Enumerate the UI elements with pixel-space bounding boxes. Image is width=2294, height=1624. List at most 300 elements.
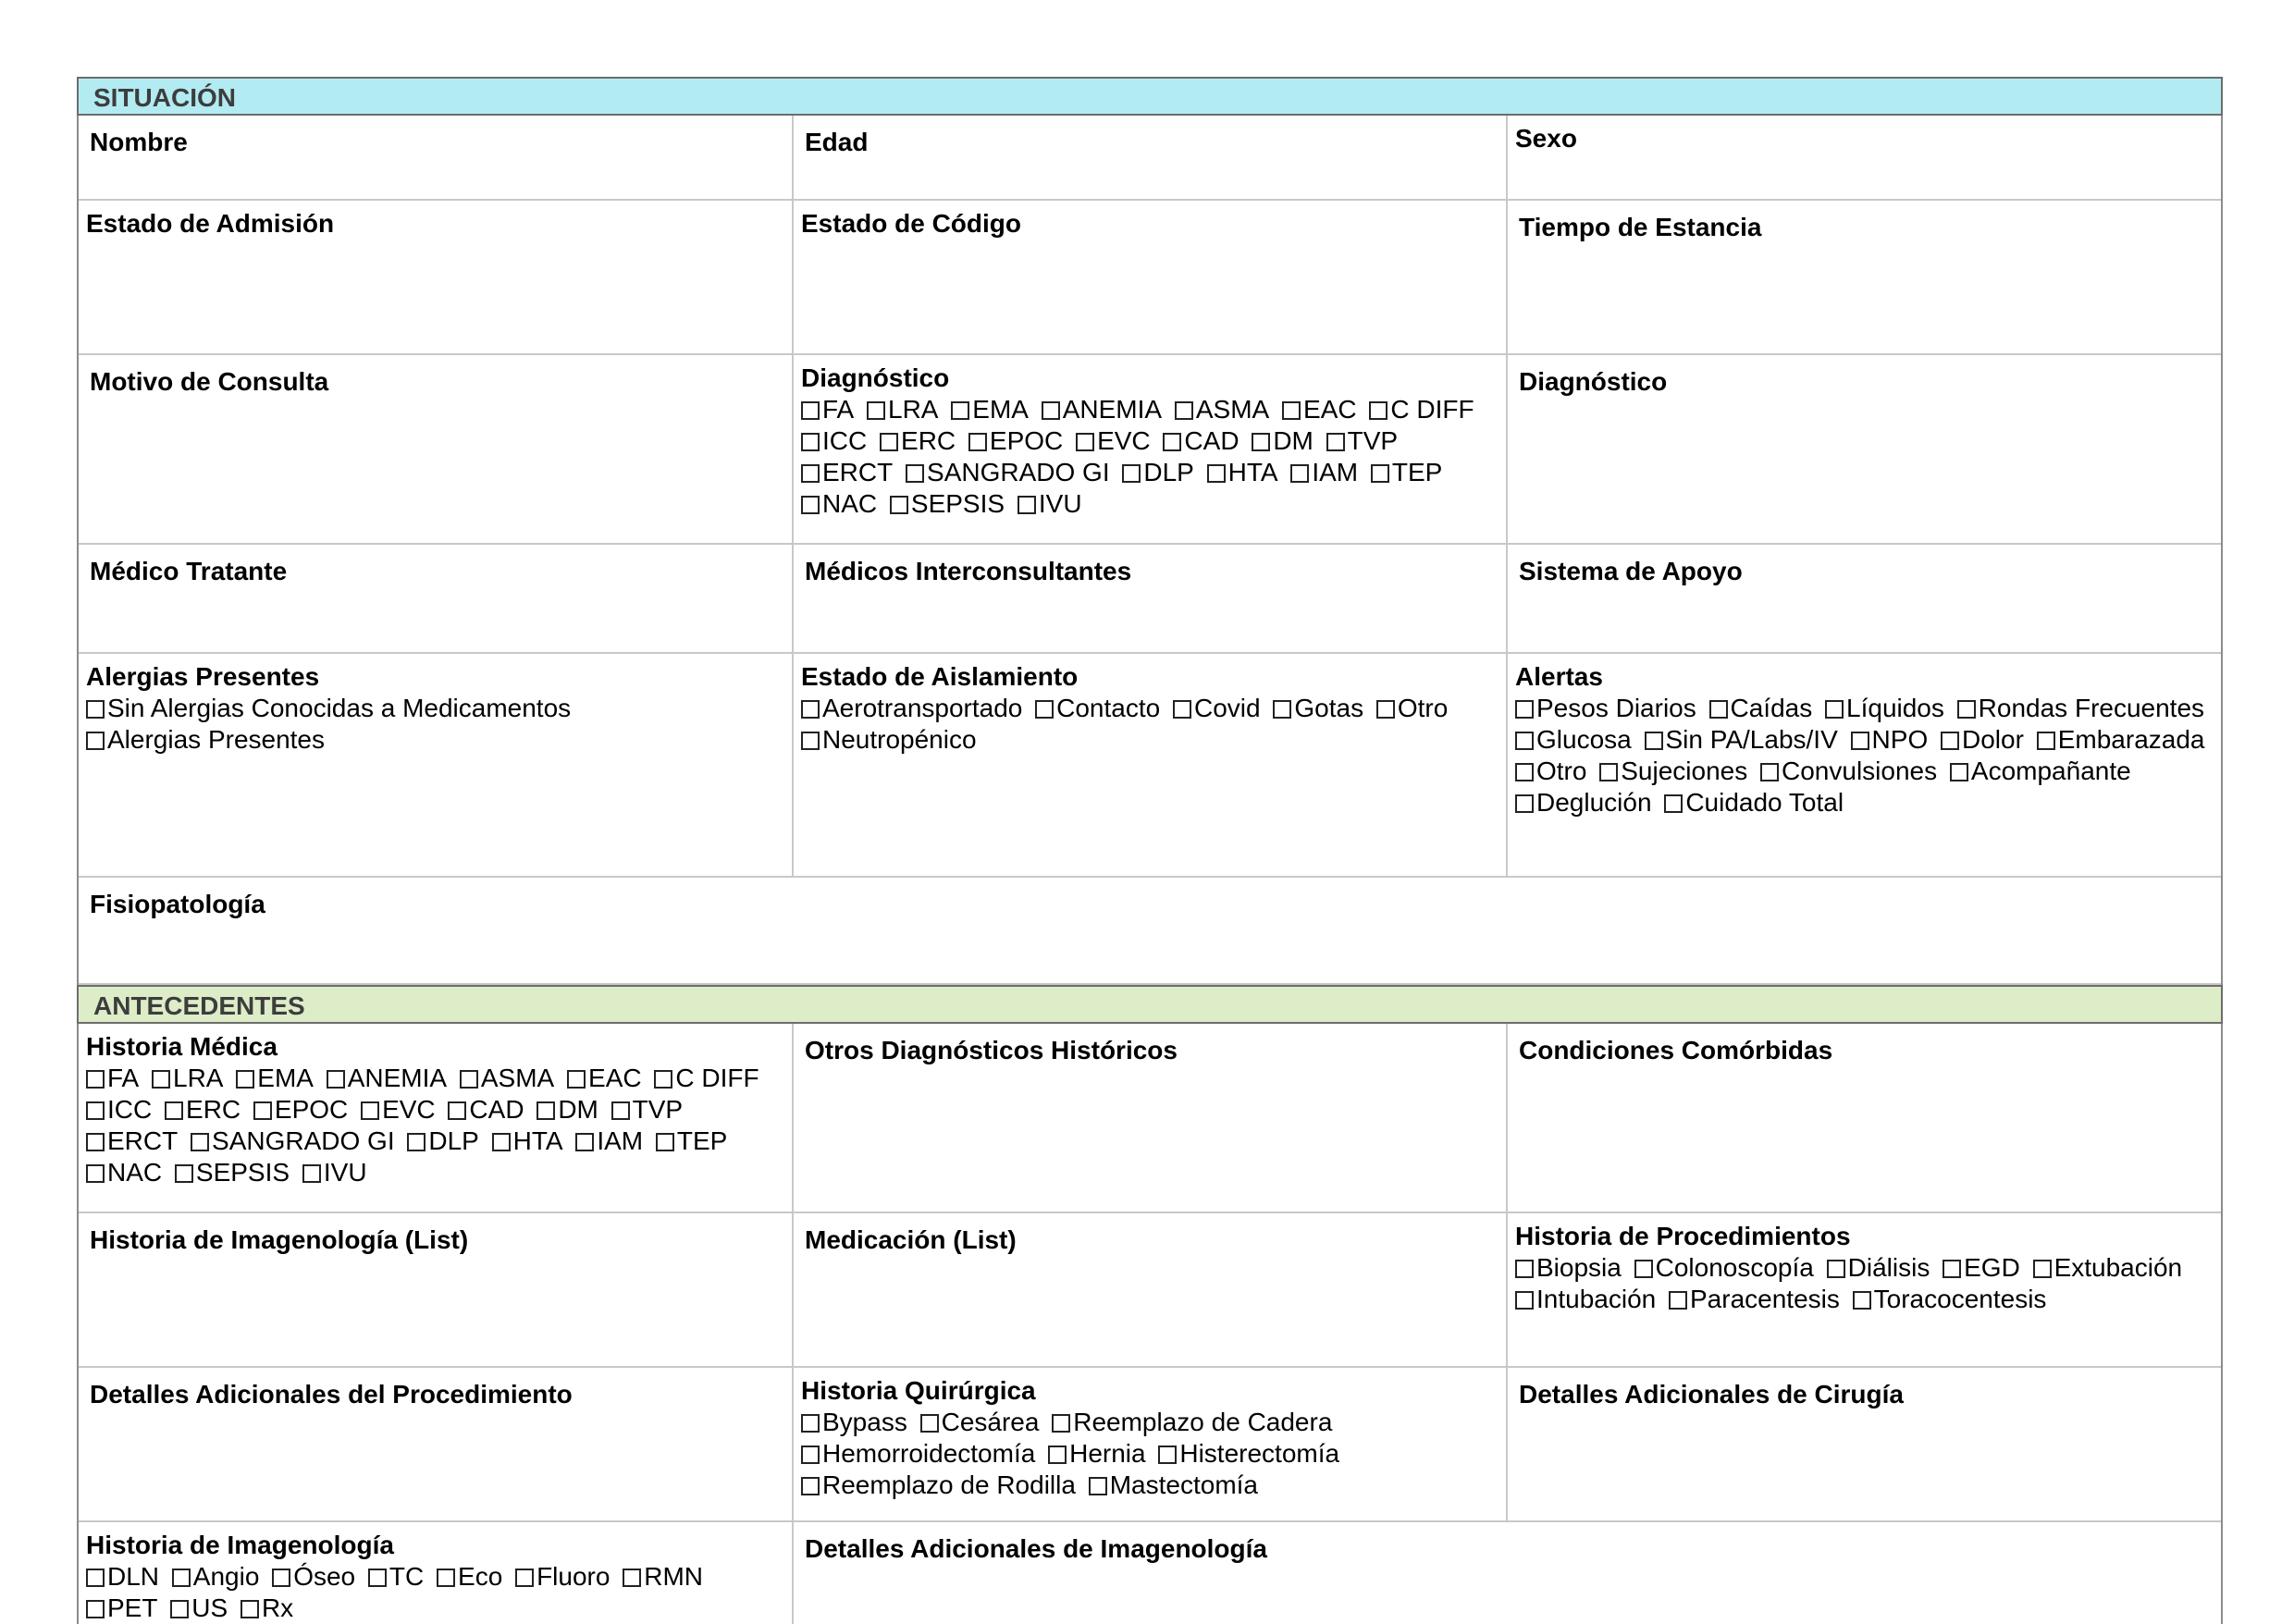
checkbox-icon[interactable] — [1163, 433, 1181, 451]
checkbox-icon[interactable] — [86, 732, 105, 750]
row-medicos — [79, 545, 2221, 654]
checkbox-label: EPOC — [274, 1095, 349, 1124]
checkbox-icon[interactable] — [368, 1569, 387, 1587]
nombre-label: Nombre — [90, 128, 188, 156]
checkbox-option[interactable] — [1207, 458, 1278, 486]
checkbox-icon[interactable] — [1035, 700, 1054, 719]
estado-codigo-field[interactable] — [794, 201, 1508, 353]
motivo-consulta-field[interactable] — [79, 355, 794, 543]
checkbox-icon[interactable] — [801, 464, 820, 483]
row-imagenologia — [79, 1522, 2221, 1624]
checkbox-option[interactable] — [1669, 1285, 1840, 1313]
situacion-section-header: SITUACIÓN — [77, 77, 2223, 116]
checkbox-label: Covid — [1194, 694, 1261, 722]
checkbox-option[interactable] — [1376, 694, 1448, 722]
checkbox-icon[interactable] — [86, 1569, 105, 1587]
checkbox-label: HTA — [512, 1126, 563, 1155]
checkbox-option[interactable] — [1369, 395, 1474, 424]
checkbox-label: C DIFF — [1390, 395, 1474, 424]
checkbox-option[interactable] — [86, 725, 325, 754]
medicos-interconsultantes-field[interactable] — [794, 545, 1508, 652]
checkbox-option[interactable] — [920, 1408, 1040, 1436]
checkbox-option[interactable] — [1163, 426, 1239, 455]
checkbox-icon[interactable] — [611, 1101, 630, 1120]
checkbox-option[interactable] — [1827, 1253, 1930, 1282]
historia-medica-label: Historia Médica — [86, 1032, 278, 1061]
checkbox-icon[interactable] — [1158, 1446, 1177, 1464]
checkbox-option[interactable] — [1599, 757, 1747, 785]
checkbox-icon[interactable] — [86, 1101, 105, 1120]
checkbox-option[interactable] — [302, 1158, 367, 1187]
checkbox-option[interactable] — [1634, 1253, 1814, 1282]
checkbox-icon[interactable] — [801, 1446, 820, 1464]
checkbox-icon[interactable] — [1273, 700, 1291, 719]
checkbox-option[interactable] — [968, 426, 1063, 455]
checkbox-option[interactable] — [951, 395, 1029, 424]
checkbox-label: Cesárea — [941, 1408, 1040, 1436]
checkbox-label: US — [191, 1593, 228, 1622]
checkbox-icon[interactable] — [272, 1569, 290, 1587]
medico-tratante-field[interactable] — [79, 545, 794, 652]
checkbox-icon[interactable] — [951, 401, 969, 420]
checkbox-option[interactable] — [86, 694, 571, 722]
alertas-options — [1515, 693, 2215, 818]
checkbox-option[interactable] — [1957, 694, 2204, 722]
checkbox-icon[interactable] — [492, 1133, 511, 1151]
checkbox-option[interactable] — [86, 1095, 152, 1124]
checkbox-label: HTA — [1227, 458, 1278, 486]
checkbox-label: TVP — [632, 1095, 684, 1124]
checkbox-icon[interactable] — [1207, 464, 1226, 483]
checkbox-icon[interactable] — [1851, 732, 1869, 750]
checkbox-icon[interactable] — [1175, 401, 1193, 420]
condiciones-comorbidas-label: Condiciones Comórbidas — [1519, 1036, 1833, 1064]
fisiopatologia-field[interactable] — [79, 878, 2221, 983]
checkbox-option[interactable] — [1076, 426, 1151, 455]
sexo-field[interactable] — [1508, 116, 2221, 199]
checkbox-icon[interactable] — [1853, 1291, 1871, 1310]
checkbox-option[interactable] — [1042, 395, 1162, 424]
checkbox-option[interactable] — [361, 1095, 436, 1124]
checkbox-option[interactable] — [536, 1095, 598, 1124]
checkbox-icon[interactable] — [86, 1164, 105, 1183]
checkbox-label: ERCT — [822, 458, 894, 486]
checkbox-option[interactable] — [1048, 1439, 1145, 1468]
checkbox-icon[interactable] — [920, 1414, 939, 1433]
checkbox-icon[interactable] — [86, 1070, 105, 1089]
checkbox-icon[interactable] — [448, 1101, 466, 1120]
checkbox-option[interactable] — [86, 1064, 139, 1092]
checkbox-label: NPO — [1871, 725, 1929, 754]
checkbox-icon[interactable] — [2037, 732, 2055, 750]
checkbox-icon[interactable] — [1942, 1260, 1961, 1278]
checkbox-icon[interactable] — [1515, 763, 1534, 781]
checkbox-option[interactable] — [1252, 426, 1314, 455]
alertas-label: Alertas — [1515, 662, 1603, 691]
checkbox-icon[interactable] — [1369, 401, 1388, 420]
checkbox-option[interactable] — [1089, 1470, 1258, 1499]
checkbox-icon[interactable] — [170, 1600, 189, 1618]
checkbox-icon[interactable] — [801, 401, 820, 420]
checkbox-icon[interactable] — [1634, 1260, 1653, 1278]
checkbox-label: DLP — [428, 1126, 479, 1155]
checkbox-option[interactable] — [801, 694, 1022, 722]
checkbox-icon[interactable] — [623, 1569, 641, 1587]
checkbox-label: Rx — [261, 1593, 294, 1622]
checkbox-label: CAD — [1184, 426, 1240, 455]
checkbox-icon[interactable] — [867, 401, 885, 420]
estado-admision-field[interactable] — [79, 201, 794, 353]
checkbox-icon[interactable] — [1825, 700, 1844, 719]
checkbox-label: TEP — [1391, 458, 1443, 486]
checkbox-icon[interactable] — [1371, 464, 1389, 483]
checkbox-icon[interactable] — [1827, 1260, 1845, 1278]
checkbox-icon[interactable] — [253, 1101, 272, 1120]
checkbox-option[interactable] — [1035, 694, 1160, 722]
checkbox-option[interactable] — [175, 1158, 290, 1187]
otros-diagnosticos-field[interactable] — [794, 1024, 1508, 1212]
checkbox-option[interactable] — [1515, 1285, 1656, 1313]
checkbox-icon[interactable] — [1645, 732, 1663, 750]
checkbox-icon[interactable] — [801, 496, 820, 514]
row-historia-medica — [79, 1024, 2221, 1213]
checkbox-label: Glucosa — [1536, 725, 1632, 754]
checkbox-option[interactable] — [172, 1562, 260, 1591]
checkbox-icon[interactable] — [1515, 700, 1534, 719]
checkbox-icon[interactable] — [236, 1070, 254, 1089]
checkbox-label: FA — [822, 395, 855, 424]
checkbox-icon[interactable] — [1076, 433, 1094, 451]
checkbox-icon[interactable] — [1515, 1260, 1534, 1278]
checkbox-icon[interactable] — [656, 1133, 674, 1151]
checkbox-label: EAC — [1303, 395, 1357, 424]
checkbox-option[interactable] — [801, 489, 877, 518]
checkbox-option[interactable] — [253, 1095, 348, 1124]
checkbox-option[interactable] — [1173, 694, 1261, 722]
checkbox-option[interactable] — [1645, 725, 1838, 754]
checkbox-label: ICC — [107, 1095, 153, 1124]
checkbox-option[interactable] — [1664, 788, 1844, 817]
checkbox-label: DLP — [1143, 458, 1194, 486]
checkbox-label: SANGRADO GI — [212, 1126, 395, 1155]
checkbox-label: Reemplazo de Cadera — [1073, 1408, 1333, 1436]
checkbox-option[interactable] — [86, 1593, 157, 1622]
checkbox-option[interactable] — [1941, 725, 2024, 754]
alertas-checklist — [1508, 654, 2221, 876]
diagnostico-checklist — [794, 355, 1508, 543]
checkbox-label: Sin Alergias Conocidas a Medicamentos — [107, 694, 572, 722]
checkbox-icon[interactable] — [906, 464, 924, 483]
checkbox-icon[interactable] — [327, 1070, 345, 1089]
checkbox-option[interactable] — [801, 1408, 907, 1436]
otros-diagnosticos-label: Otros Diagnósticos Históricos — [805, 1036, 1178, 1064]
checkbox-label: Bypass — [822, 1408, 907, 1436]
checkbox-option[interactable] — [272, 1562, 355, 1591]
alergias-options — [86, 693, 786, 756]
checkbox-option[interactable] — [906, 458, 1110, 486]
checkbox-icon[interactable] — [361, 1101, 379, 1120]
row-identificacion — [79, 116, 2221, 201]
condiciones-comorbidas-field[interactable] — [1508, 1024, 2221, 1212]
checkbox-label: Embarazada — [2057, 725, 2205, 754]
checkbox-option[interactable] — [368, 1562, 424, 1591]
detalles-imagenologia-label: Detalles Adicionales de Imagenología — [805, 1534, 1267, 1563]
checkbox-option[interactable] — [801, 426, 867, 455]
historia-imagenologia-list-field[interactable] — [79, 1213, 794, 1366]
checkbox-label: Sin PA/Labs/IV — [1665, 725, 1838, 754]
checkbox-option[interactable] — [801, 1470, 1076, 1499]
checkbox-icon[interactable] — [460, 1070, 478, 1089]
checkbox-option[interactable] — [890, 489, 1005, 518]
checkbox-option[interactable] — [867, 395, 938, 424]
checkbox-label: IVU — [323, 1158, 367, 1187]
checkbox-icon[interactable] — [890, 496, 908, 514]
checkbox-icon[interactable] — [2033, 1260, 2052, 1278]
checkbox-option[interactable] — [1282, 395, 1357, 424]
diagnostico-text-field[interactable] — [1508, 355, 2221, 543]
medicos-interconsultantes-label: Médicos Interconsultantes — [805, 557, 1132, 585]
checkbox-icon[interactable] — [1515, 732, 1534, 750]
checkbox-label: EMA — [972, 395, 1029, 424]
antecedentes-section-header: ANTECEDENTES — [77, 985, 2223, 1024]
checkbox-label: Sujeciones — [1621, 757, 1748, 785]
checkbox-option[interactable] — [240, 1593, 293, 1622]
checkbox-option[interactable] — [801, 458, 893, 486]
checkbox-icon[interactable] — [1950, 763, 1968, 781]
historia-imagenologia-options — [86, 1561, 786, 1624]
checkbox-icon[interactable] — [801, 433, 820, 451]
historia-procedimientos-label: Historia de Procedimientos — [1515, 1222, 1851, 1250]
checkbox-icon[interactable] — [1669, 1291, 1687, 1310]
checkbox-icon[interactable] — [567, 1070, 586, 1089]
checkbox-option[interactable] — [1158, 1439, 1339, 1468]
checkbox-label: SEPSIS — [195, 1158, 290, 1187]
checkbox-icon[interactable] — [86, 1133, 105, 1151]
checkbox-option[interactable] — [1515, 788, 1652, 817]
historia-quirurgica-label: Historia Quirúrgica — [801, 1376, 1036, 1405]
checkbox-icon[interactable] — [1282, 401, 1301, 420]
checkbox-label: TVP — [1347, 426, 1399, 455]
patient-report-form — [77, 77, 2223, 1624]
checkbox-icon[interactable] — [801, 732, 820, 750]
checkbox-icon[interactable] — [801, 1414, 820, 1433]
checkbox-icon[interactable] — [1515, 1291, 1534, 1310]
checkbox-option[interactable] — [1950, 757, 2131, 785]
checkbox-icon[interactable] — [172, 1569, 191, 1587]
checkbox-label: Angio — [192, 1562, 260, 1591]
checkbox-icon[interactable] — [1376, 700, 1395, 719]
checkbox-option[interactable] — [327, 1064, 447, 1092]
sistema-apoyo-field[interactable] — [1508, 545, 2221, 652]
checkbox-icon[interactable] — [1048, 1446, 1067, 1464]
checkbox-option[interactable] — [1515, 725, 1632, 754]
checkbox-option[interactable] — [1853, 1285, 2047, 1313]
medicacion-list-label: Medicación (List) — [805, 1225, 1017, 1254]
edad-field[interactable] — [794, 116, 1508, 199]
checkbox-option[interactable] — [611, 1095, 683, 1124]
row-cirugia — [79, 1368, 2221, 1522]
checkbox-option[interactable] — [86, 1126, 178, 1155]
checkbox-label: DM — [1273, 426, 1314, 455]
medicacion-list-field[interactable] — [794, 1213, 1508, 1366]
checkbox-icon[interactable] — [302, 1164, 321, 1183]
checkbox-label: Colonoscopía — [1655, 1253, 1814, 1282]
checkbox-label: ERCT — [107, 1126, 179, 1155]
checkbox-icon[interactable] — [1599, 763, 1618, 781]
row-alergias-alertas — [79, 654, 2221, 878]
checkbox-label: ERC — [186, 1095, 241, 1124]
aislamiento-options — [801, 693, 1500, 756]
motivo-consulta-label: Motivo de Consulta — [90, 367, 329, 396]
checkbox-icon[interactable] — [968, 433, 987, 451]
checkbox-label: Alergias Presentes — [107, 725, 326, 754]
checkbox-icon[interactable] — [1957, 700, 1976, 719]
checkbox-option[interactable] — [86, 1562, 159, 1591]
checkbox-icon[interactable] — [1709, 700, 1728, 719]
checkbox-label: SEPSIS — [910, 489, 1005, 518]
row-procedimientos — [79, 1213, 2221, 1368]
detalles-procedimiento-label: Detalles Adicionales del Procedimiento — [90, 1380, 573, 1409]
checkbox-option[interactable] — [880, 426, 956, 455]
checkbox-option[interactable] — [407, 1126, 478, 1155]
checkbox-icon[interactable] — [240, 1600, 259, 1618]
checkbox-label: DLN — [107, 1562, 160, 1591]
checkbox-icon[interactable] — [1760, 763, 1779, 781]
checkbox-label: Hernia — [1069, 1439, 1146, 1468]
checkbox-option[interactable] — [623, 1562, 703, 1591]
checkbox-label: Rondas Frecuentes — [1978, 694, 2205, 722]
checkbox-option[interactable] — [437, 1562, 502, 1591]
checkbox-option[interactable] — [801, 395, 854, 424]
checkbox-icon[interactable] — [152, 1070, 170, 1089]
checkbox-option[interactable] — [567, 1064, 642, 1092]
detalles-imagenologia-field[interactable] — [794, 1522, 2221, 1624]
checkbox-option[interactable] — [2037, 725, 2205, 754]
checkbox-icon[interactable] — [515, 1569, 534, 1587]
checkbox-icon[interactable] — [1018, 496, 1036, 514]
checkbox-label: EPOC — [989, 426, 1064, 455]
alergias-checklist — [79, 654, 794, 876]
checkbox-icon[interactable] — [1173, 700, 1191, 719]
checkbox-option[interactable] — [801, 1439, 1035, 1468]
checkbox-label: Mastectomía — [1109, 1470, 1258, 1499]
checkbox-icon[interactable] — [1089, 1477, 1107, 1495]
checkbox-label: IVU — [1038, 489, 1082, 518]
checkbox-option[interactable] — [236, 1064, 314, 1092]
checkbox-icon[interactable] — [1052, 1414, 1070, 1433]
checkbox-option[interactable] — [575, 1126, 643, 1155]
checkbox-option[interactable] — [191, 1126, 395, 1155]
checkbox-icon[interactable] — [1515, 794, 1534, 813]
checkbox-option[interactable] — [1122, 458, 1193, 486]
checkbox-option[interactable] — [1515, 694, 1696, 722]
checkbox-option[interactable] — [656, 1126, 727, 1155]
checkbox-icon[interactable] — [407, 1133, 426, 1151]
checkbox-label: IAM — [597, 1126, 644, 1155]
checkbox-option[interactable] — [2033, 1253, 2183, 1282]
checkbox-option[interactable] — [1175, 395, 1269, 424]
checkbox-option[interactable] — [801, 725, 977, 754]
checkbox-option[interactable] — [515, 1562, 610, 1591]
checkbox-option[interactable] — [460, 1064, 554, 1092]
historia-medica-options — [86, 1063, 786, 1188]
checkbox-icon[interactable] — [86, 1600, 105, 1618]
estado-admision-label: Estado de Admisión — [86, 209, 335, 238]
detalles-cirugia-label: Detalles Adicionales de Cirugía — [1519, 1380, 1904, 1409]
fisiopatologia-label: Fisiopatología — [90, 890, 265, 918]
historia-imagenologia-label: Historia de Imagenología — [86, 1531, 394, 1559]
historia-medica-checklist — [79, 1024, 794, 1212]
checkbox-label: RMN — [644, 1562, 703, 1591]
checkbox-icon[interactable] — [1326, 433, 1345, 451]
checkbox-option[interactable] — [152, 1064, 223, 1092]
checkbox-option[interactable] — [1851, 725, 1929, 754]
checkbox-icon[interactable] — [1252, 433, 1270, 451]
detalles-cirugia-field[interactable] — [1508, 1368, 2221, 1520]
checkbox-option[interactable] — [170, 1593, 228, 1622]
checkbox-option[interactable] — [1273, 694, 1363, 722]
historia-imagenologia-list-label: Historia de Imagenología (List) — [90, 1225, 469, 1254]
checkbox-icon[interactable] — [801, 700, 820, 719]
checkbox-option[interactable] — [1709, 694, 1813, 722]
checkbox-option[interactable] — [1515, 1253, 1622, 1282]
checkbox-option[interactable] — [1825, 694, 1944, 722]
checkbox-option[interactable] — [1018, 489, 1082, 518]
checkbox-icon[interactable] — [165, 1101, 183, 1120]
checkbox-label: EAC — [588, 1064, 642, 1092]
checkbox-label: Reemplazo de Rodilla — [822, 1470, 1076, 1499]
checkbox-icon[interactable] — [1290, 464, 1309, 483]
checkbox-icon[interactable] — [536, 1101, 555, 1120]
checkbox-option[interactable] — [1052, 1408, 1332, 1436]
checkbox-option[interactable] — [86, 1158, 162, 1187]
checkbox-option[interactable] — [654, 1064, 758, 1092]
checkbox-option[interactable] — [165, 1095, 240, 1124]
checkbox-option[interactable] — [492, 1126, 563, 1155]
checkbox-label: Paracentesis — [1690, 1285, 1840, 1313]
diagnostico-options — [801, 394, 1500, 520]
checkbox-icon[interactable] — [575, 1133, 594, 1151]
checkbox-icon[interactable] — [801, 1477, 820, 1495]
checkbox-icon[interactable] — [86, 700, 105, 719]
aislamiento-label: Estado de Aislamiento — [801, 662, 1079, 691]
checkbox-option[interactable] — [1515, 757, 1586, 785]
checkbox-icon[interactable] — [1664, 794, 1683, 813]
checkbox-icon[interactable] — [1941, 732, 1959, 750]
checkbox-option[interactable] — [1942, 1253, 2020, 1282]
checkbox-icon[interactable] — [880, 433, 898, 451]
detalles-procedimiento-field[interactable] — [79, 1368, 794, 1520]
checkbox-icon[interactable] — [1042, 401, 1060, 420]
checkbox-icon[interactable] — [175, 1164, 193, 1183]
checkbox-label: Otro — [1536, 757, 1587, 785]
tiempo-estancia-field[interactable] — [1508, 201, 2221, 353]
checkbox-icon[interactable] — [1122, 464, 1141, 483]
checkbox-option[interactable] — [1371, 458, 1442, 486]
checkbox-option[interactable] — [1290, 458, 1358, 486]
checkbox-option[interactable] — [1326, 426, 1398, 455]
aislamiento-checklist — [794, 654, 1508, 876]
checkbox-icon[interactable] — [191, 1133, 209, 1151]
edad-label: Edad — [805, 128, 869, 156]
checkbox-icon[interactable] — [437, 1569, 455, 1587]
checkbox-option[interactable] — [448, 1095, 524, 1124]
checkbox-label: Histerectomía — [1179, 1439, 1340, 1468]
checkbox-icon[interactable] — [654, 1070, 672, 1089]
nombre-field[interactable] — [79, 116, 794, 199]
checkbox-option[interactable] — [1760, 757, 1937, 785]
checkbox-label: TEP — [676, 1126, 728, 1155]
